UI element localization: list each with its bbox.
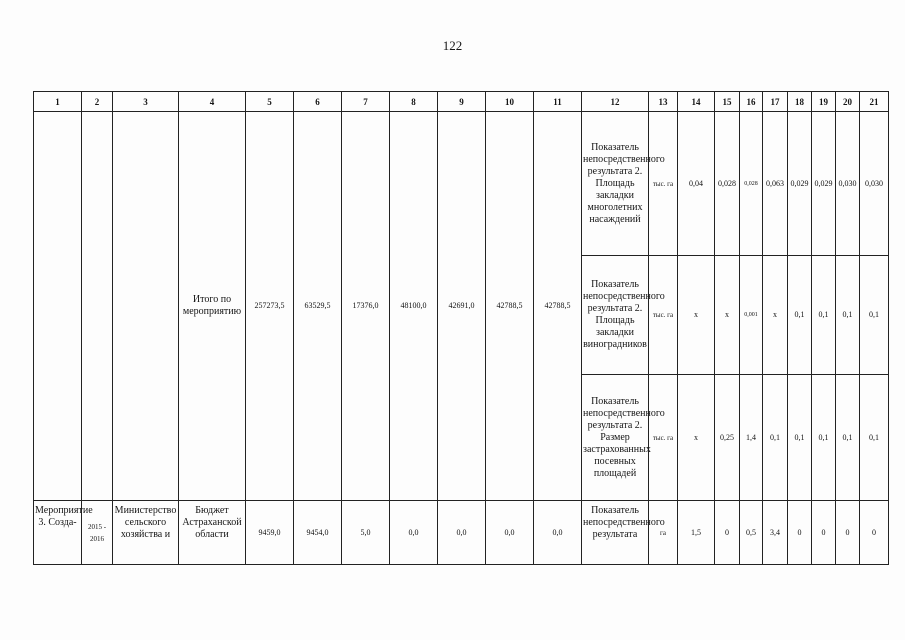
indicator-name: Показатель непосредственного результата 2. Размер застрахованных посевных площадей xyxy=(582,375,649,501)
header-cell: 5 xyxy=(246,92,294,112)
group-col10: 42788,5 xyxy=(486,112,534,501)
event-col7: 5,0 xyxy=(342,501,390,565)
cell-col3 xyxy=(113,112,179,501)
indicator-value: 0,25 xyxy=(715,375,740,501)
indicator-value: 0,030 xyxy=(836,112,860,256)
group-col7: 17376,0 xyxy=(342,112,390,501)
indicator-value: 0,063 xyxy=(763,112,788,256)
indicator-value: 0,029 xyxy=(788,112,812,256)
event-value: 0 xyxy=(812,501,836,565)
indicator-value: 0,04 xyxy=(678,112,715,256)
header-cell: 10 xyxy=(486,92,534,112)
header-cell: 21 xyxy=(860,92,889,112)
indicator-value: x xyxy=(715,256,740,375)
header-cell: 13 xyxy=(649,92,678,112)
page-number: 122 xyxy=(442,38,463,53)
event-col8: 0,0 xyxy=(390,501,438,565)
event-value: 0 xyxy=(788,501,812,565)
cell-col2 xyxy=(82,112,113,501)
header-cell: 6 xyxy=(294,92,342,112)
header-cell: 8 xyxy=(390,92,438,112)
event-value: 0 xyxy=(715,501,740,565)
group-col6: 63529,5 xyxy=(294,112,342,501)
header-cell: 1 xyxy=(34,92,82,112)
cell-col1 xyxy=(34,112,82,501)
event-source: Бюджет Астраханской области xyxy=(179,501,246,565)
header-cell: 3 xyxy=(113,92,179,112)
event-years: 2015 - 2016 xyxy=(82,501,113,565)
indicator-unit: тыс. га xyxy=(649,112,678,256)
header-cell: 19 xyxy=(812,92,836,112)
event-value: 0 xyxy=(860,501,889,565)
group-col11: 42788,5 xyxy=(534,112,582,501)
header-row xyxy=(34,92,889,112)
event-col10: 0,0 xyxy=(486,501,534,565)
event-col5: 9459,0 xyxy=(246,501,294,565)
header-cell: 17 xyxy=(763,92,788,112)
event-col6: 9454,0 xyxy=(294,501,342,565)
event-value: 0,5 xyxy=(740,501,763,565)
indicator-value: 0,030 xyxy=(860,112,889,256)
group-col8: 48100,0 xyxy=(390,112,438,501)
indicator-value: 0,1 xyxy=(788,256,812,375)
indicator-value: 1,4 xyxy=(740,375,763,501)
indicator-value: 0,1 xyxy=(812,375,836,501)
group-title: Итого по мероприятию xyxy=(179,112,246,501)
header-cell: 4 xyxy=(179,92,246,112)
event-unit: га xyxy=(649,501,678,565)
event-col9: 0,0 xyxy=(438,501,486,565)
header-cell: 11 xyxy=(534,92,582,112)
header-cell: 12 xyxy=(582,92,649,112)
indicator-value: 0,1 xyxy=(860,256,889,375)
indicator-value: 0,1 xyxy=(763,375,788,501)
indicator-value: 0,1 xyxy=(836,375,860,501)
event-value: 3,4 xyxy=(763,501,788,565)
event-executor: Министерство сельского хозяйства и xyxy=(113,501,179,565)
header-cell: 15 xyxy=(715,92,740,112)
indicator-name: Показатель непосредственного результата 2. Площадь закладки многолетних насаждений xyxy=(582,112,649,256)
header-cell: 20 xyxy=(836,92,860,112)
indicator-name: Показатель непосредственного результата 2. Площадь закладки виноградников xyxy=(582,256,649,375)
indicator-value: x xyxy=(678,256,715,375)
program-table xyxy=(33,91,889,565)
header-cell: 14 xyxy=(678,92,715,112)
table-row xyxy=(34,112,889,256)
header-cell: 2 xyxy=(82,92,113,112)
indicator-value: 0,001 xyxy=(740,256,763,375)
group-col9: 42691,0 xyxy=(438,112,486,501)
group-total: 257273,5 xyxy=(246,112,294,501)
indicator-value: 0,029 xyxy=(812,112,836,256)
event-value: 0 xyxy=(836,501,860,565)
indicator-value: x xyxy=(678,375,715,501)
header-cell: 7 xyxy=(342,92,390,112)
header-cell: 9 xyxy=(438,92,486,112)
indicator-value: 0,1 xyxy=(788,375,812,501)
event-col11: 0,0 xyxy=(534,501,582,565)
event-indicator: Показатель непосредственного результата xyxy=(582,501,649,565)
indicator-value: 0,028 xyxy=(740,112,763,256)
indicator-value: 0,028 xyxy=(715,112,740,256)
indicator-value: x xyxy=(763,256,788,375)
indicator-value: 0,1 xyxy=(836,256,860,375)
indicator-unit: тыс. га xyxy=(649,375,678,501)
event-value: 1,5 xyxy=(678,501,715,565)
header-cell: 16 xyxy=(740,92,763,112)
indicator-value: 0,1 xyxy=(812,256,836,375)
header-cell: 18 xyxy=(788,92,812,112)
event-title: Мероприятие 3. Созда- xyxy=(34,501,82,565)
table-row xyxy=(34,501,889,565)
indicator-unit: тыс. га xyxy=(649,256,678,375)
indicator-value: 0,1 xyxy=(860,375,889,501)
